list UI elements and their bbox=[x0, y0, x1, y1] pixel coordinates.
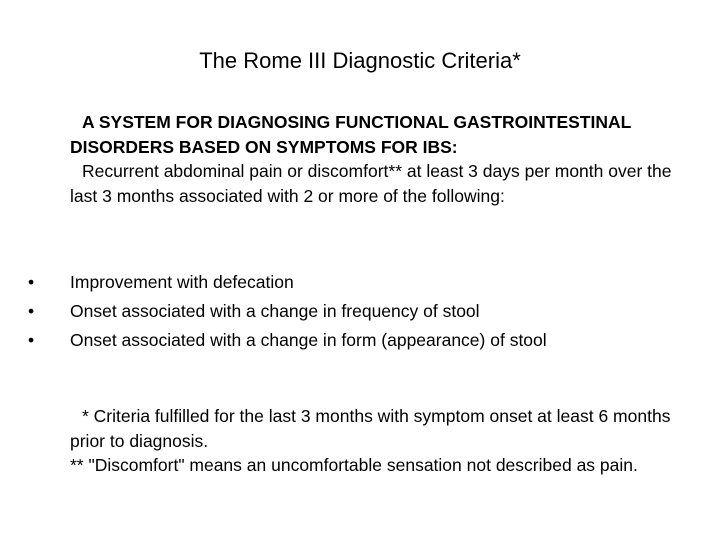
bullet-icon: • bbox=[28, 301, 35, 321]
bullet-icon: • bbox=[28, 330, 35, 350]
intro-section bbox=[70, 110, 690, 208]
footnotes bbox=[70, 404, 690, 478]
discomfort-footnote: ** "Discomfort" means an uncomfortable sensation not described as pain. bbox=[70, 455, 638, 475]
criteria-footnote: * Criteria fulfilled for the last 3 months with symptom onset at least 6 months prior to diagnosis. bbox=[70, 406, 671, 451]
list-item-text: Onset associated with a change in form (appearance) of stool bbox=[70, 330, 547, 350]
list-item bbox=[28, 326, 708, 355]
criteria-list bbox=[28, 268, 708, 355]
intro-heading: A SYSTEM FOR DIAGNOSING FUNCTIONAL GASTROINTESTINAL DISORDERS BASED ON SYMPTOMS FOR IBS: bbox=[70, 112, 631, 157]
list-item bbox=[28, 268, 708, 297]
bullet-icon: • bbox=[28, 272, 35, 292]
list-item-text: Onset associated with a change in frequency of stool bbox=[70, 301, 480, 321]
intro-criteria: Recurrent abdominal pain or discomfort** at least 3 days per month over the last 3 months associated with 2 or more of the following: bbox=[70, 161, 672, 206]
list-item bbox=[28, 297, 708, 326]
slide-title: The Rome III Diagnostic Criteria* bbox=[199, 48, 521, 73]
list-item-text: Improvement with defecation bbox=[70, 272, 294, 292]
